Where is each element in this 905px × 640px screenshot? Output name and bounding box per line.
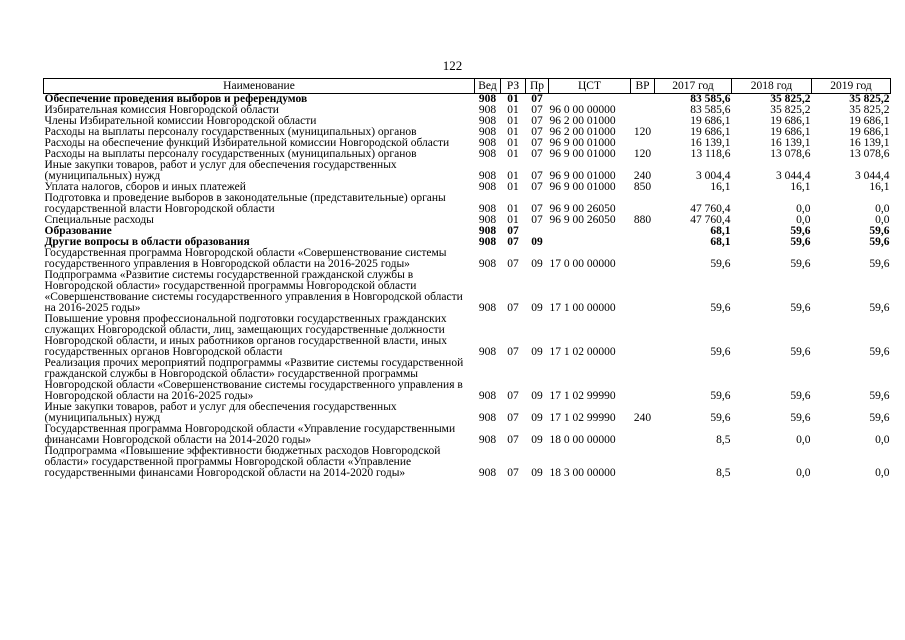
cell-ved: 908 [478, 225, 497, 237]
cell-rz: 01 [507, 126, 519, 138]
cell-vr: 880 [633, 214, 652, 226]
page-number: 122 [442, 58, 463, 73]
cell-y2017: 59,6 [710, 258, 731, 270]
cell-y2019: 19 686,1 [849, 115, 890, 127]
cell-y2017: 8,5 [716, 434, 731, 446]
cell-y2019: 3 044,4 [855, 170, 890, 182]
cell-ved: 908 [478, 214, 497, 226]
cell-rz: 01 [507, 214, 519, 226]
cell-pr: 07 [531, 137, 543, 149]
cell-pr: 09 [531, 302, 543, 314]
cell-pr: 07 [531, 126, 543, 138]
cell-cst: 96 2 00 01000 [549, 115, 616, 127]
table-row [44, 358, 891, 402]
cell-y2017: 16 139,1 [690, 137, 731, 149]
cell-pr: 07 [531, 203, 543, 215]
cell-vr [631, 193, 655, 215]
cell-name: Государственная программа Новгородской области «Управление государственными финансами Новгородской области на 2014-2020 годы» [44, 423, 456, 446]
cell-y2018: 19 686,1 [770, 126, 811, 138]
cell-y2017: 59,6 [710, 412, 731, 424]
cell-cst [549, 237, 631, 248]
cell-name: Подготовка и проведение выборов в законодательные (представительные) органы государственной власти Новгородской области [44, 192, 446, 215]
cell-vr: 240 [633, 412, 652, 424]
cell-y2019: 0,0 [875, 434, 890, 446]
header-2017: 2017 год [655, 79, 732, 94]
cell-rz: 07 [507, 258, 519, 270]
cell-y2019: 59,6 [869, 346, 890, 358]
cell-pr: 09 [531, 236, 543, 248]
cell-vr [631, 226, 655, 237]
cell-ved: 908 [478, 236, 497, 248]
cell-vr [631, 358, 655, 402]
cell-y2019: 59,6 [869, 236, 890, 248]
cell-cst: 96 9 00 26050 [549, 214, 616, 226]
cell-pr: 09 [531, 390, 543, 402]
table-row [44, 193, 891, 215]
table-body [44, 94, 891, 480]
cell-y2017: 59,6 [710, 346, 731, 358]
cell-y2018: 35 825,2 [770, 104, 811, 116]
cell-y2018: 19 686,1 [770, 115, 811, 127]
cell-name: Иные закупки товаров, работ и услуг для обеспечения государственных (муниципальных) нужд [44, 159, 397, 182]
cell-vr: 120 [633, 126, 652, 138]
cell-y2017: 83 585,6 [690, 104, 731, 116]
cell-ved: 908 [478, 148, 497, 160]
table-row [44, 215, 891, 226]
cell-ved: 908 [478, 181, 497, 193]
cell-name: Подпрограмма «Повышение эффективности бюджетных расходов Новгородской области» государственной программы Новгородской области «Управление государственными финансами Новгородской области на 2014-2020 годы» [44, 445, 441, 479]
cell-y2018: 59,6 [790, 225, 811, 237]
cell-y2019: 35 825,2 [849, 104, 890, 116]
cell-y2018: 0,0 [796, 203, 811, 215]
header-cst: ЦСТ [549, 79, 631, 94]
cell-vr [631, 105, 655, 116]
cell-y2019: 16,1 [869, 181, 890, 193]
table-header-row [44, 79, 891, 94]
cell-y2019: 13 078,6 [849, 148, 890, 160]
cell-cst: 96 9 00 01000 [549, 137, 616, 149]
cell-y2019: 0,0 [875, 203, 890, 215]
cell-pr: 09 [531, 412, 543, 424]
cell-ved: 908 [478, 302, 497, 314]
cell-y2019: 59,6 [869, 412, 890, 424]
cell-name: Реализация прочих мероприятий подпрограммы «Развитие системы государственной гражданской службы в Новгородской области» государственной программы Новгородской области «Совершенствование системы государственного управления в Новгородской области на 2016-2025 годы» [44, 357, 464, 402]
cell-vr [631, 314, 655, 358]
cell-name: Члены Избирательной комиссии Новгородской области [44, 115, 317, 127]
cell-ved: 908 [478, 258, 497, 270]
cell-ved: 908 [478, 203, 497, 215]
cell-name: Повышение уровня профессиональной подготовки государственных гражданских служащих Новгородской области, лиц, замещающих государственные должности Новгородской области, и иных работников органов государственной власти, иных государственных органов Новгородской области [44, 313, 447, 358]
cell-y2017: 8,5 [716, 467, 731, 479]
cell-pr: 07 [531, 181, 543, 193]
cell-ved: 908 [478, 93, 497, 105]
cell-ved: 908 [478, 412, 497, 424]
header-2019: 2019 год [812, 79, 891, 94]
cell-name: Уплата налогов, сборов и иных платежей [44, 181, 246, 193]
cell-cst: 17 1 02 99990 [549, 412, 616, 424]
cell-name: Расходы на обеспечение функций Избирательной комиссии Новгородской области [44, 137, 450, 149]
cell-rz: 07 [507, 390, 519, 402]
cell-y2019: 0,0 [875, 467, 890, 479]
table-row [44, 424, 891, 446]
cell-ved: 908 [478, 137, 497, 149]
cell-rz: 01 [507, 93, 519, 105]
cell-y2018: 3 044,4 [776, 170, 811, 182]
cell-pr: 09 [531, 258, 543, 270]
cell-y2019: 59,6 [869, 390, 890, 402]
cell-pr: 09 [531, 346, 543, 358]
cell-name: Подпрограмма «Развитие системы государственной гражданской службы в Новгородской области» государственной программы Новгородской области «Совершенствование системы государственного управления в Новгородской области на 2016-2025 годы» [44, 269, 463, 314]
cell-y2017: 83 585,6 [690, 93, 731, 105]
cell-cst [549, 226, 631, 237]
cell-ved: 908 [478, 390, 497, 402]
cell-cst: 96 9 00 01000 [549, 148, 616, 160]
cell-ved: 908 [478, 434, 497, 446]
cell-y2018: 0,0 [796, 467, 811, 479]
cell-y2018: 59,6 [790, 302, 811, 314]
cell-y2019: 19 686,1 [849, 126, 890, 138]
cell-rz: 01 [507, 170, 519, 182]
cell-ved: 908 [478, 467, 497, 479]
cell-rz: 01 [507, 115, 519, 127]
cell-cst: 17 1 02 99990 [549, 390, 616, 402]
cell-cst: 96 9 00 01000 [549, 181, 616, 193]
cell-rz: 01 [507, 203, 519, 215]
cell-y2019: 59,6 [869, 225, 890, 237]
cell-rz: 07 [507, 346, 519, 358]
cell-pr: 07 [531, 148, 543, 160]
cell-name: Образование [44, 225, 112, 237]
header-vr: ВР [631, 79, 655, 94]
cell-y2018: 59,6 [790, 346, 811, 358]
cell-y2017: 68,1 [710, 225, 731, 237]
cell-name: Избирательная комиссия Новгородской области [44, 104, 279, 116]
cell-cst: 18 3 00 00000 [549, 467, 616, 479]
header-rz: РЗ [501, 79, 526, 94]
header-2018: 2018 год [732, 79, 812, 94]
table-row [44, 248, 891, 270]
cell-pr: 09 [531, 467, 543, 479]
cell-rz: 07 [507, 236, 519, 248]
cell-ved: 908 [478, 104, 497, 116]
cell-cst: 96 9 00 01000 [549, 170, 616, 182]
cell-rz: 07 [507, 434, 519, 446]
cell-y2018: 59,6 [790, 390, 811, 402]
cell-y2018: 0,0 [796, 434, 811, 446]
cell-y2017: 19 686,1 [690, 126, 731, 138]
cell-vr: 120 [633, 148, 652, 160]
cell-name: Расходы на выплаты персоналу государственных (муниципальных) органов [44, 148, 417, 160]
cell-rz: 01 [507, 148, 519, 160]
cell-y2017: 3 004,4 [696, 170, 731, 182]
cell-rz: 07 [507, 302, 519, 314]
cell-pr: 09 [531, 434, 543, 446]
cell-y2017: 47 760,4 [690, 203, 731, 215]
cell-y2017: 13 118,6 [690, 148, 731, 160]
cell-vr: 240 [633, 170, 652, 182]
cell-cst: 96 0 00 00000 [549, 104, 616, 116]
cell-y2017: 19 686,1 [690, 115, 731, 127]
cell-rz: 07 [507, 412, 519, 424]
cell-y2018: 0,0 [796, 214, 811, 226]
cell-rz: 07 [507, 225, 519, 237]
table-row [44, 270, 891, 314]
cell-name: Специальные расходы [44, 214, 154, 226]
cell-cst: 17 1 00 00000 [549, 302, 616, 314]
cell-vr: 850 [633, 181, 652, 193]
cell-rz: 07 [507, 467, 519, 479]
cell-ved: 908 [478, 115, 497, 127]
table-row [44, 446, 891, 479]
cell-name: Обеспечение проведения выборов и референдумов [44, 93, 308, 105]
cell-y2018: 16 139,1 [770, 137, 811, 149]
cell-pr: 07 [531, 115, 543, 127]
cell-y2018: 16,1 [790, 181, 811, 193]
cell-pr: 07 [531, 170, 543, 182]
cell-y2018: 13 078,6 [770, 148, 811, 160]
cell-pr: 07 [531, 104, 543, 116]
cell-vr [631, 270, 655, 314]
budget-table [43, 78, 891, 479]
cell-cst: 17 0 00 00000 [549, 258, 616, 270]
cell-vr [631, 424, 655, 446]
header-ved: Вед [475, 79, 501, 94]
cell-ved: 908 [478, 126, 497, 138]
cell-rz: 01 [507, 181, 519, 193]
cell-rz: 01 [507, 104, 519, 116]
cell-name: Другие вопросы в области образования [44, 236, 250, 248]
cell-name: Иные закупки товаров, работ и услуг для обеспечения государственных (муниципальных) нужд [44, 401, 397, 424]
cell-y2019: 59,6 [869, 302, 890, 314]
cell-y2017: 47 760,4 [690, 214, 731, 226]
cell-y2018: 35 825,2 [770, 93, 811, 105]
cell-y2019: 0,0 [875, 214, 890, 226]
cell-pr: 07 [531, 214, 543, 226]
cell-vr [631, 237, 655, 248]
cell-cst: 17 1 02 00000 [549, 346, 616, 358]
table-row [44, 314, 891, 358]
cell-cst: 18 0 00 00000 [549, 434, 616, 446]
cell-y2017: 16,1 [710, 181, 731, 193]
cell-y2019: 59,6 [869, 258, 890, 270]
cell-name: Расходы на выплаты персоналу государственных (муниципальных) органов [44, 126, 417, 138]
cell-y2017: 59,6 [710, 302, 731, 314]
cell-y2018: 59,6 [790, 258, 811, 270]
cell-ved: 908 [478, 346, 497, 358]
cell-ved: 908 [478, 170, 497, 182]
cell-vr [631, 248, 655, 270]
cell-name: Государственная программа Новгородской области «Совершенствование системы государственного управления в Новгородской области на 2016-2025 годы» [44, 247, 447, 270]
cell-y2019: 16 139,1 [849, 137, 890, 149]
cell-rz: 01 [507, 137, 519, 149]
header-name: Наименование [44, 79, 475, 94]
cell-y2018: 59,6 [790, 412, 811, 424]
cell-cst: 96 2 00 01000 [549, 126, 616, 138]
cell-y2019: 35 825,2 [849, 93, 890, 105]
cell-vr [631, 446, 655, 479]
cell-y2017: 68,1 [710, 236, 731, 248]
cell-y2017: 59,6 [710, 390, 731, 402]
table-row [44, 160, 891, 182]
cell-vr [631, 94, 655, 106]
cell-y2018: 59,6 [790, 236, 811, 248]
table-row [44, 402, 891, 424]
header-pr: Пр [526, 79, 549, 94]
cell-pr: 07 [531, 93, 543, 105]
cell-cst: 96 9 00 26050 [549, 203, 616, 215]
